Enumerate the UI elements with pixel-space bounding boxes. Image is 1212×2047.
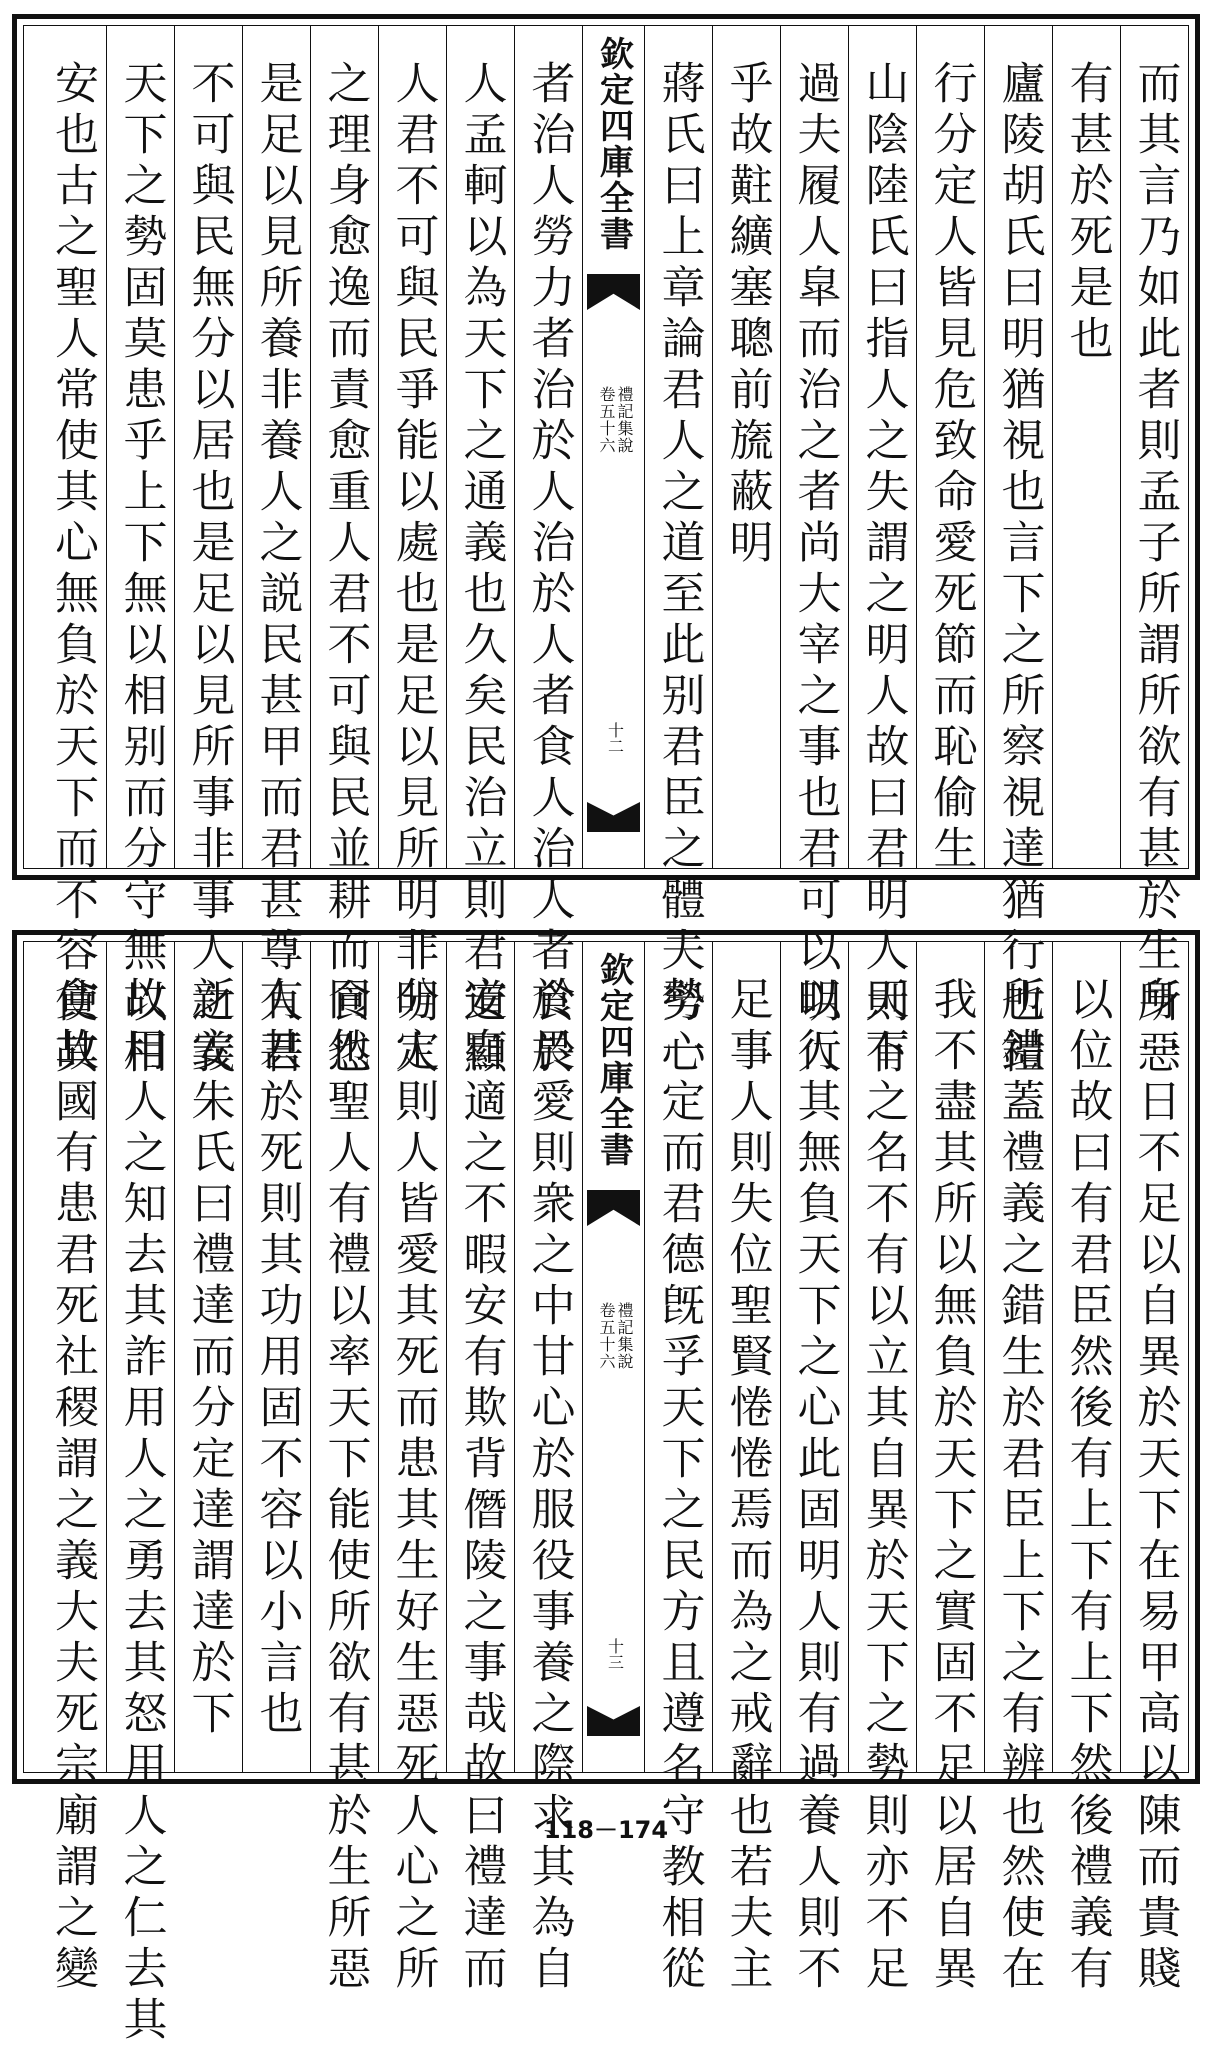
text-column bbox=[38, 26, 106, 1080]
text-column bbox=[984, 942, 1052, 1996]
column-text: 足事人則失位聖賢惓惓焉而為之戒辭也若夫主 bbox=[721, 976, 773, 1996]
text-column bbox=[644, 26, 712, 1080]
volume-label: 卷五十六 bbox=[597, 1302, 616, 1370]
text-column bbox=[780, 26, 848, 1080]
column-text: 人孟軻以為天下之通義也久矣民治立則君道顯 bbox=[455, 60, 507, 1080]
column-text: 同然聖人有禮以率天下能使所欲有甚於生所惡 bbox=[319, 976, 371, 1996]
column-text: 身一日不足以自異於天下在易甲高以陳而貴賤 bbox=[1129, 976, 1181, 1996]
text-column bbox=[310, 942, 378, 1996]
column-text: 過夫履人皐而治之者尚大宰之事也君可以明人 bbox=[789, 60, 841, 1080]
column-text: 以行其無負天下之心此固明人則有過養人則不 bbox=[789, 976, 841, 1996]
fish-tail-ornament-icon bbox=[587, 1706, 640, 1736]
book-subtitle: 禮記集說 bbox=[615, 386, 634, 454]
column-text: 天下之勢固莫患乎上下無以相别而分守無以相 bbox=[115, 60, 167, 1080]
text-column bbox=[644, 942, 712, 1996]
column-text: 於畏愛則衆之中甘心於服役事養之際求其為自 bbox=[523, 976, 575, 1996]
column-text: 我不盡其所以無負於天下之實固不足以居自異 bbox=[925, 976, 977, 1996]
column-text: 人君不可與民爭能以處也是足以見所明非明人 bbox=[387, 60, 439, 1080]
fish-tail-ornament-icon bbox=[587, 802, 640, 832]
book-subtitle: 禮記集說 bbox=[615, 1302, 634, 1370]
text-column bbox=[310, 26, 378, 1080]
column-text: 是足以見所養非養人之説民甚甲而君甚尊人君 bbox=[251, 60, 303, 1080]
text-column bbox=[916, 942, 984, 1996]
page-number: 118－174 bbox=[543, 1816, 669, 1844]
column-text: 而其言乃如此者則孟子所謂所欲有甚於生所惡 bbox=[1129, 60, 1181, 1080]
column-text: 不可與民無分以居也是足以見所事非事人之義 bbox=[183, 60, 235, 1080]
column-text: 蔣氏曰上章論君人之道至此别君臣之體夫勞心 bbox=[653, 60, 705, 1080]
center-gutter bbox=[582, 942, 644, 1772]
text-column bbox=[712, 26, 780, 868]
center-gutter bbox=[582, 26, 644, 868]
top-page-frame bbox=[12, 14, 1200, 1080]
leaf-number: 十三 bbox=[605, 1638, 625, 1670]
column-text: 以位故曰有君臣然後有上下有上下然後禮義有 bbox=[1061, 976, 1113, 1996]
text-column bbox=[242, 942, 310, 1772]
text-column bbox=[106, 942, 174, 2047]
column-text: 所錯蓋禮義之錯生於君臣上下之有辨也然使在 bbox=[993, 976, 1045, 1996]
text-column bbox=[38, 942, 106, 1996]
text-column bbox=[378, 942, 446, 1996]
column-text: 之理身愈逸而責愈重人君不可與民並耕而食也 bbox=[319, 60, 371, 1080]
column-text: 者治人勞力者治於人治於人者食人治人者食於 bbox=[523, 60, 575, 1080]
top-page-body bbox=[23, 25, 1189, 1080]
text-column bbox=[174, 942, 242, 1772]
column-text: 天下之名不有以立其自異於天下之勢則亦不足 bbox=[857, 976, 909, 1996]
text-column bbox=[848, 26, 916, 1080]
column-text: 勢一定而君德旣孚天下之民方且遵名守教相從 bbox=[653, 976, 705, 1996]
text-column bbox=[174, 26, 242, 1080]
column-text: 乎故黈纊塞聰前旒蔽明 bbox=[721, 60, 773, 570]
column-text: 廬陵胡氏曰明猶視也言下之所察視達猶行也禮 bbox=[993, 60, 1045, 1080]
book-title: 欽定四庫全書 bbox=[593, 36, 634, 252]
column-text: 行分定人皆見危致命愛死節而恥偷生 bbox=[925, 60, 977, 876]
volume-label: 卷五十六 bbox=[597, 386, 616, 454]
column-text: 新安朱氏曰禮達而分定達謂達於下 bbox=[183, 976, 235, 1741]
column-text: 安也古之聖人常使其心無負於天下而不容使其 bbox=[47, 60, 98, 1080]
text-column bbox=[1120, 942, 1188, 1996]
text-column bbox=[1120, 26, 1188, 1080]
fish-tail-ornament-icon bbox=[587, 1190, 640, 1226]
column-text: 故用人之知去其詐用人之勇去其怒用人之仁去其 bbox=[115, 976, 167, 2047]
text-column bbox=[984, 26, 1052, 1080]
column-text: 安自適之不暇安有欺背僭陵之事哉故曰禮達而 bbox=[455, 976, 507, 1996]
fish-tail-ornament-icon bbox=[587, 274, 640, 310]
chapter-info bbox=[502, 386, 632, 454]
text-column bbox=[378, 26, 446, 1080]
column-text: 分定則人皆愛其死而患其生好生惡死人心之所 bbox=[387, 976, 439, 1996]
column-text: 山陰陸氏曰指人之失謂之明人故曰君明人則有 bbox=[857, 60, 909, 1080]
text-column bbox=[106, 26, 174, 1080]
chapter-info bbox=[502, 1302, 632, 1370]
column-text: 有甚於死則其功用固不容以小言也 bbox=[251, 976, 303, 1741]
column-text: 有甚於死是也 bbox=[1061, 60, 1113, 366]
book-title: 欽定四庫全書 bbox=[593, 952, 634, 1168]
text-column bbox=[780, 942, 848, 1996]
leaf-number: 十二 bbox=[605, 722, 625, 754]
text-column bbox=[848, 942, 916, 1996]
text-column bbox=[1052, 26, 1120, 868]
text-column bbox=[1052, 942, 1120, 1996]
column-text: 貪故國有患君死社稷謂之義大夫死宗廟謂之變 bbox=[47, 976, 98, 1996]
text-column bbox=[242, 26, 310, 1080]
text-column bbox=[916, 26, 984, 876]
text-column bbox=[712, 942, 780, 1996]
